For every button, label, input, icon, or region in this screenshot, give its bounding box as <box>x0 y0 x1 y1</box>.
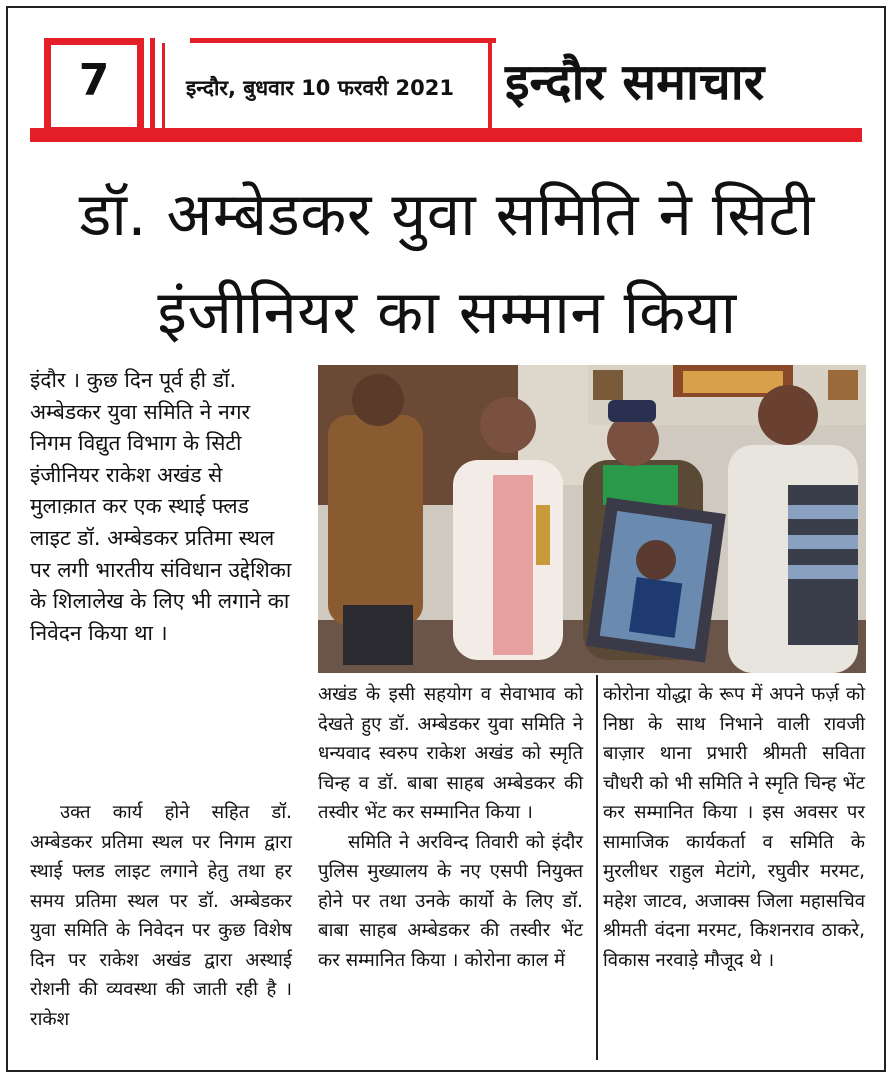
article-paragraph-2: उक्त कार्य होने सहित डॉ. अम्बेडकर प्रतिमा स्थल पर निगम द्वारा स्थाई फ्लड लाइट लगाने हेतु तथा हर समय प्रतिमा स्थल पर डॉ. अम्बेडकर युवा समिति के निवेदन पर कुछ विशेष दिन पर राकेश अखंड द्वारा अस्थाई रोशनी की व्यवस्था की जाती रही है । राकेश <box>30 802 292 1030</box>
photo-illustration <box>318 365 866 673</box>
masthead-bracket-thick <box>150 38 155 134</box>
column-rule <box>596 675 598 1060</box>
article-paragraph-3: अखंड के इसी सहयोग व सेवाभाव को देखते हुए डॉ. अम्बेडकर युवा समिति ने धन्यवाद स्वरुप राकेश अखंड को स्मृति चिन्ह व डॉ. बाबा साहब अम्बेडकर की तस्वीर भेंट कर सम्मानित किया । <box>318 684 583 823</box>
article-column-3 <box>603 680 865 975</box>
article-paragraph-5: कोरोना योद्धा के रूप में अपने फर्ज़ को निष्ठा के साथ निभाने वाली रावजी बाज़ार थाना प्रभारी श्रीमती सविता चौधरी को भी समिति ने स्मृति चिन्ह भेंट कर सम्मानित किया । इस अवसर पर सामाजिक कार्यकर्ता व समिति के मुरलीधर राहुल मेटांगे, रघुवीर मरमट, महेश जाटव, अजाक्स जिला महासचिव श्रीमती वंदना मरमट, किशनराव ठाकरे, विकास नरवाड़े मौजूद थे । <box>603 684 865 971</box>
article-lead: इंदौर । कुछ दिन पूर्व ही डॉ. अम्बेडकर युवा समिति ने नगर निगम विद्युत विभाग के सिटी इंजीनियर राकेश अखंड से मुलाक़ात कर एक स्थाई फ्लड लाइट डॉ. अम्बेडकर प्रतिमा स्थल पर लगी भारतीय संविधान उद्देशिका के शिलालेख के लिए भी लगाने का निवेदन किया था । <box>30 368 292 645</box>
masthead-top-rule <box>190 38 496 43</box>
article-column-1 <box>30 798 292 1034</box>
article-paragraph-4: समिति ने अरविन्द तिवारी को इंदौर पुलिस मुख्यालय के नए एसपी नियुक्त होने पर तथा उनके कार्यो के लिए डॉ. बाबा साहब अम्बेडकर की तस्वीर भेंट कर सम्मानित किया । कोरोना काल में <box>318 831 583 971</box>
masthead-divider <box>488 43 492 129</box>
page-number-box <box>44 38 144 134</box>
article-column-2 <box>318 680 583 975</box>
masthead <box>30 38 862 143</box>
page-number: 7 <box>78 55 110 106</box>
dateline: इन्दौर, बुधवार 10 फरवरी 2021 <box>186 76 454 100</box>
headline <box>10 166 884 362</box>
headline-line-1: डॉ. अम्बेडकर युवा समिति ने सिटी <box>79 180 815 250</box>
article-lead-column <box>30 365 292 649</box>
headline-line-2: इंजीनियर का सम्मान किया <box>157 278 737 348</box>
section-title: इन्दौर समाचार <box>505 53 765 111</box>
news-photo <box>318 365 866 673</box>
masthead-bracket-thin <box>162 43 165 134</box>
